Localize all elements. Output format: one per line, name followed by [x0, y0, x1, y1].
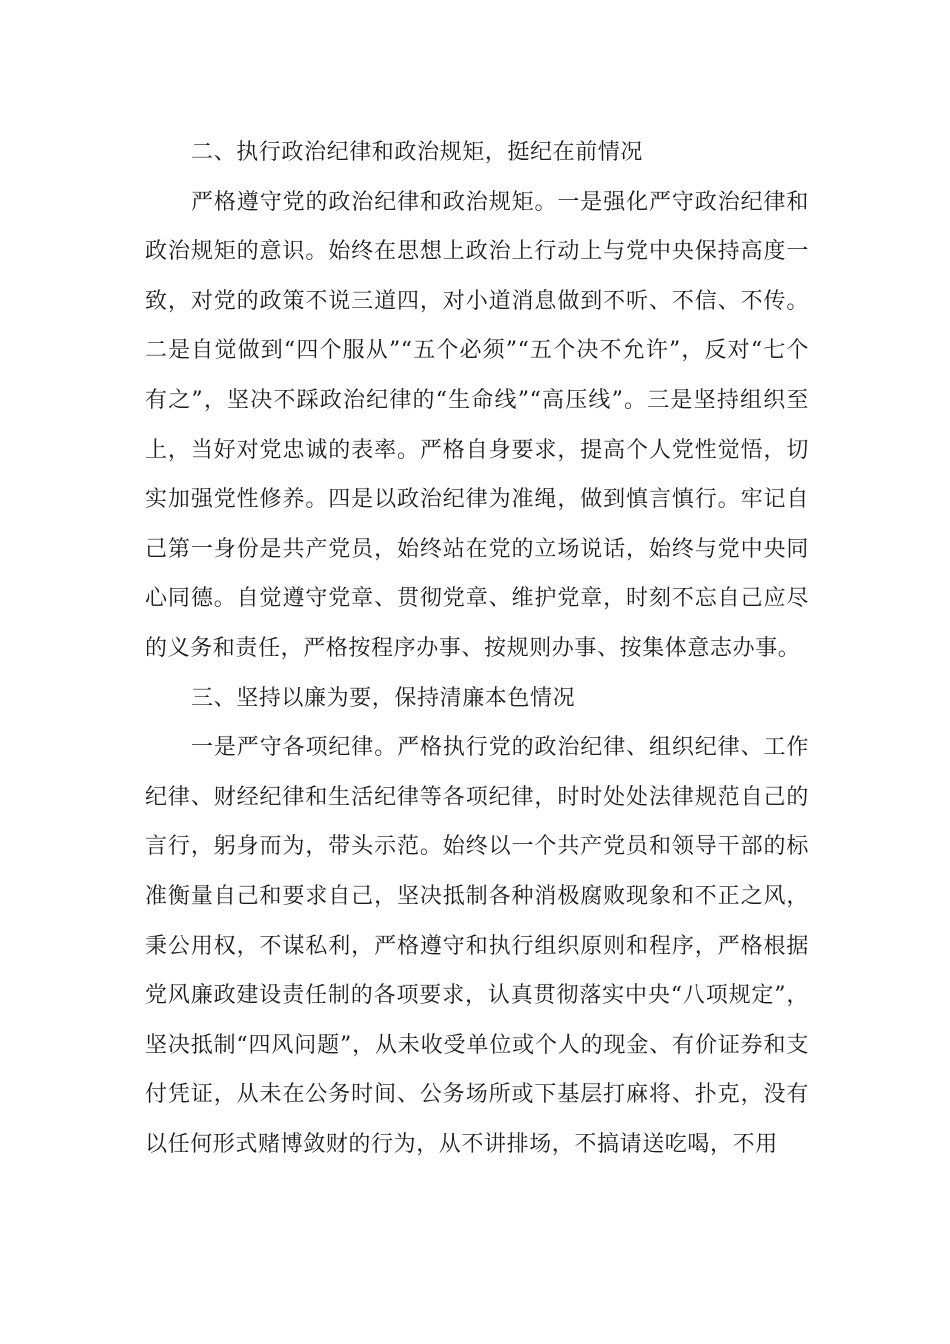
section-2-heading: 二、执行政治纪律和政治规矩，挺纪在前情况 [191, 140, 644, 165]
section-3-heading: 三、坚持以廉为要，保持清廉本色情况 [191, 685, 576, 711]
document-body [145, 128, 809, 1169]
section-3-paragraph: 一是严守各项纪律。严格执行党的政治纪律、组织纪律、工作纪律、财经纪律和生活纪律等各项纪律，时时处处法律规范自己的言行，躬身而为，带头示范。始终以一个共产党员和领导干部的标准衡量自己和要求自己，坚决抵制各种消极腐败现象和不正之风，秉公用权，不谋私利，严格遵守和执行组织原则和程序，严格根据党风廉政建设责任制的各项要求，认真贯彻落实中央“八项规定”，坚决抵制“四风问题”，从未收受单位或个人的现金、有价证券和支付凭证，从未在公务时间、公务场所或下基层打麻将、扑克，没有以任何形式赌博敛财的行为，从不讲排场，不搞请送吃喝，不用 [145, 735, 809, 1157]
section-2-paragraph: 严格遵守党的政治纪律和政治规矩。一是强化严守政治纪律和政治规矩的意识。始终在思想上政治上行动上与党中央保持高度一致，对党的政策不说三道四，对小道消息做到不听、不信、不传。二是自觉做到“四个服从”“五个必须”“五个决不允许”，反对“七个有之”，坚决不踩政治纪律的“生命线”“高压线”。三是坚持组织至上，当好对党忠诚的表率。严格自身要求，提高个人党性觉悟，切实加强党性修养。四是以政治纪律为准绳，做到慎言慎行。牢记自己第一身份是共产党员，始终站在党的立场说话，始终与党中央同心同德。自觉遵守党章、贯彻党章、维护党章，时刻不忘自己应尽的义务和责任，严格按程序办事、按规则办事、按集体意志办事。 [145, 189, 809, 661]
